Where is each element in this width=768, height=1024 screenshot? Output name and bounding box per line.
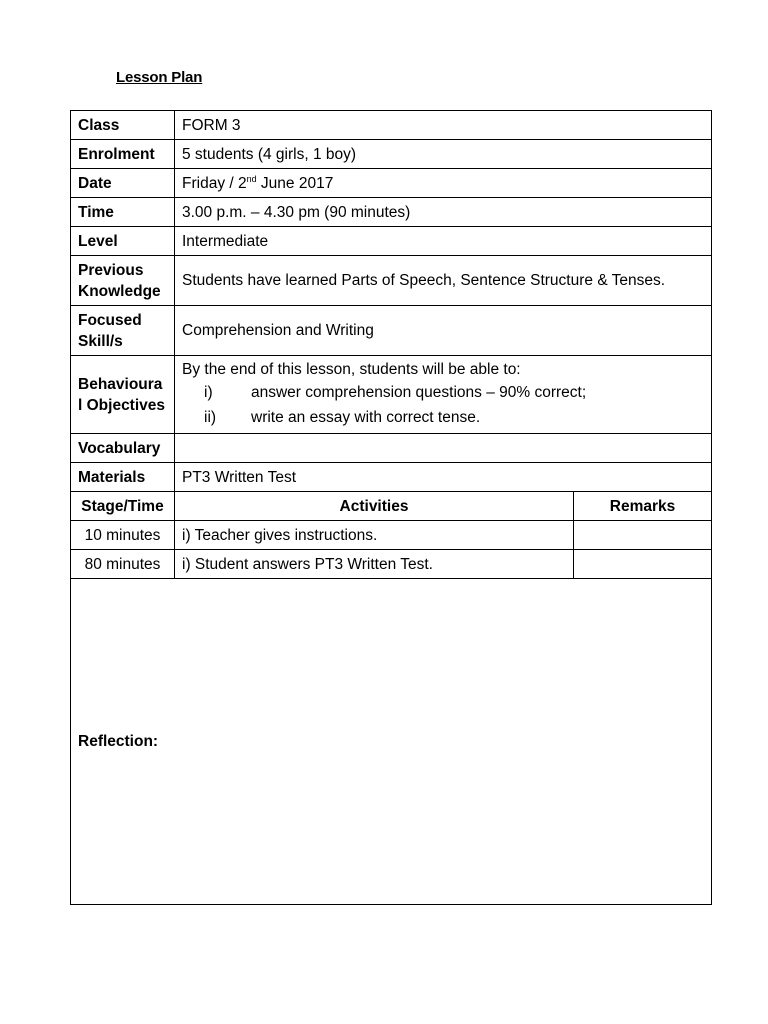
level-label: Level xyxy=(71,227,175,256)
previous-knowledge-label xyxy=(71,256,175,306)
activity-cell: i) Student answers PT3 Written Test. xyxy=(175,550,574,579)
class-label: Class xyxy=(71,111,175,140)
date-value xyxy=(175,169,712,198)
row-behavioural-objectives xyxy=(71,356,712,434)
table-row xyxy=(71,550,712,579)
row-focused-skill xyxy=(71,306,712,356)
row-level xyxy=(71,227,712,256)
remarks-cell xyxy=(574,521,712,550)
date-suffix: June 2017 xyxy=(256,174,334,192)
stages-header-row xyxy=(71,492,712,521)
time-label: Time xyxy=(71,198,175,227)
row-materials xyxy=(71,463,712,492)
level-value: Intermediate xyxy=(175,227,712,256)
stage-time-cell: 10 minutes xyxy=(71,521,175,550)
activity-cell: i) Teacher gives instructions. xyxy=(175,521,574,550)
row-class xyxy=(71,111,712,140)
enrolment-label: Enrolment xyxy=(71,140,175,169)
row-time xyxy=(71,198,712,227)
stage-time-header: Stage/Time xyxy=(71,492,175,521)
behavioural-objectives-label xyxy=(71,356,175,434)
previous-knowledge-label-line1: Previous xyxy=(78,261,144,279)
previous-knowledge-label-line2: Knowledge xyxy=(78,282,161,300)
date-ordinal: nd xyxy=(246,173,257,184)
previous-knowledge-value: Students have learned Parts of Speech, Sentence Structure & Tenses. xyxy=(175,256,712,306)
date-prefix: Friday / 2 xyxy=(182,174,247,192)
objective-text: write an essay with correct tense. xyxy=(251,409,481,426)
objectives-list xyxy=(182,380,704,430)
objective-item xyxy=(204,405,704,430)
materials-label: Materials xyxy=(71,463,175,492)
row-previous-knowledge xyxy=(71,256,712,306)
enrolment-value: 5 students (4 girls, 1 boy) xyxy=(175,140,712,169)
class-value: FORM 3 xyxy=(175,111,712,140)
stage-time-cell: 80 minutes xyxy=(71,550,175,579)
objective-number: i) xyxy=(204,384,213,401)
focused-skill-label-line2: Skill/s xyxy=(78,332,123,350)
row-date xyxy=(71,169,712,198)
row-vocabulary xyxy=(71,434,712,463)
vocabulary-label: Vocabulary xyxy=(71,434,175,463)
time-value: 3.00 p.m. – 4.30 pm (90 minutes) xyxy=(175,198,712,227)
focused-skill-value: Comprehension and Writing xyxy=(175,306,712,356)
objectives-intro: By the end of this lesson, students will be able to: xyxy=(182,361,521,378)
row-reflection xyxy=(71,579,712,905)
remarks-cell xyxy=(574,550,712,579)
materials-value: PT3 Written Test xyxy=(175,463,712,492)
objective-number: ii) xyxy=(204,409,217,426)
vocabulary-value xyxy=(175,434,712,463)
objective-item xyxy=(204,380,704,405)
reflection-label: Reflection: xyxy=(78,733,159,750)
row-enrolment xyxy=(71,140,712,169)
objective-text: answer comprehension questions – 90% correct; xyxy=(251,384,587,401)
reflection-cell xyxy=(71,579,712,905)
date-label: Date xyxy=(71,169,175,198)
activities-header: Activities xyxy=(175,492,574,521)
remarks-header: Remarks xyxy=(574,492,712,521)
behavioural-objectives-value xyxy=(175,356,712,434)
behavioural-objectives-label-line2: l Objectives xyxy=(78,396,166,414)
lesson-plan-table xyxy=(70,110,712,905)
focused-skill-label xyxy=(71,306,175,356)
behavioural-objectives-label-line1: Behavioura xyxy=(78,375,163,393)
table-row xyxy=(71,521,712,550)
page-title: Lesson Plan xyxy=(116,69,203,86)
focused-skill-label-line1: Focused xyxy=(78,311,142,329)
